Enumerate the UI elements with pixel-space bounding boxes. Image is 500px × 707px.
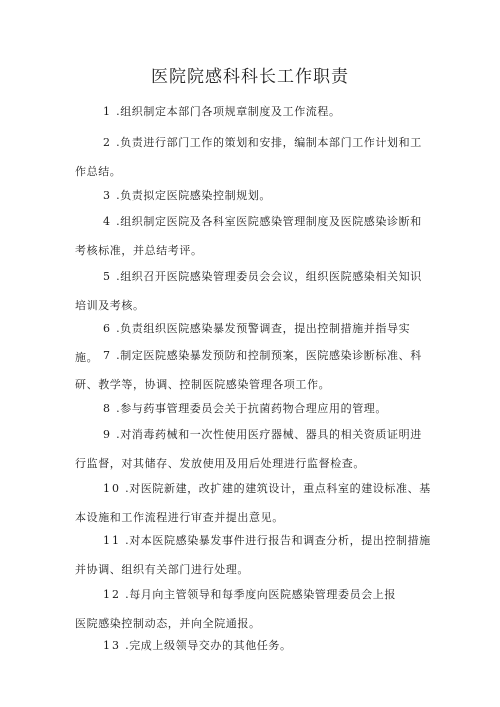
item-number: 8 [103,402,112,415]
item-text: .负责拟定医院感染控制规划。 [116,189,272,202]
item-text: .完成上级领导交办的其他任务。 [125,639,292,652]
item-number: 11 [103,534,121,547]
item-text: .对消毒药械和一次性使用医疗器械、器具的相关资质证明进行监督，对其储存、发放使用及用后处理进行监督检查。 [75,428,422,470]
item-number: 5 [103,270,112,283]
item-number: 2 [103,136,112,149]
item-number: 7 [103,349,112,362]
item-text: .制定医院感染暴发预防和控制预案，医院感染诊断标准、科研、教学等，协调、控制医院感染管理各项工作。 [75,349,422,391]
item-text-continued: 医院感染控制动态，并向全院通报。 [75,617,261,630]
duty-item-7 [75,341,431,399]
item-number: 1 [103,105,112,118]
item-text: .对医院新建，改扩建的建筑设计，重点科室的建设标准、基本设施和工作流程进行审查并提出意见。 [75,482,431,524]
item-text: .每月向主管领导和每季度向医院感染管理委员会上报 [125,588,397,601]
item-text: .组织召开医院感染管理委员会会议，组织医院感染相关知识培训及考核。 [75,270,422,312]
item-text: .参与药事管理委员会关于抗菌药物合理应用的管理。 [116,402,388,415]
item-number: 9 [103,428,112,441]
item-text: .负责进行部门工作的策划和安排，编制本部门工作计划和工作总结。 [75,136,422,178]
item-number: 12 [103,588,121,601]
duty-item-10 [75,474,431,532]
duty-item-3 [75,181,431,210]
item-number: 6 [103,322,112,335]
duty-item-5 [75,262,431,320]
page-title: 医院院感科科长工作职责 [151,67,349,87]
item-text: .组织制定本部门各项规章制度及工作流程。 [116,105,341,118]
item-text: .负责组织医院感染暴发预警调查，提出控制措施并指导实施。 [75,322,411,364]
item-number: 13 [103,639,121,652]
item-text: .组织制定医院及各科室医院感染管理制度及医院感染诊断和考核标准，并总结考评。 [75,215,422,257]
duty-item-1 [75,97,431,126]
duty-item-2 [75,128,431,186]
item-text: .对本医院感染暴发事件进行报告和调查分析，提出控制措施并协调、组织有关部门进行处理。 [75,534,431,576]
duty-item-13 [75,631,431,660]
item-number: 4 [103,215,112,228]
duty-item-9 [75,420,431,478]
duty-item-4 [75,207,431,265]
item-number: 3 [103,189,112,202]
duty-item-11 [75,526,431,584]
duty-item-8 [75,394,431,423]
duty-item-12 [75,580,431,638]
item-number: 10 [103,482,121,495]
